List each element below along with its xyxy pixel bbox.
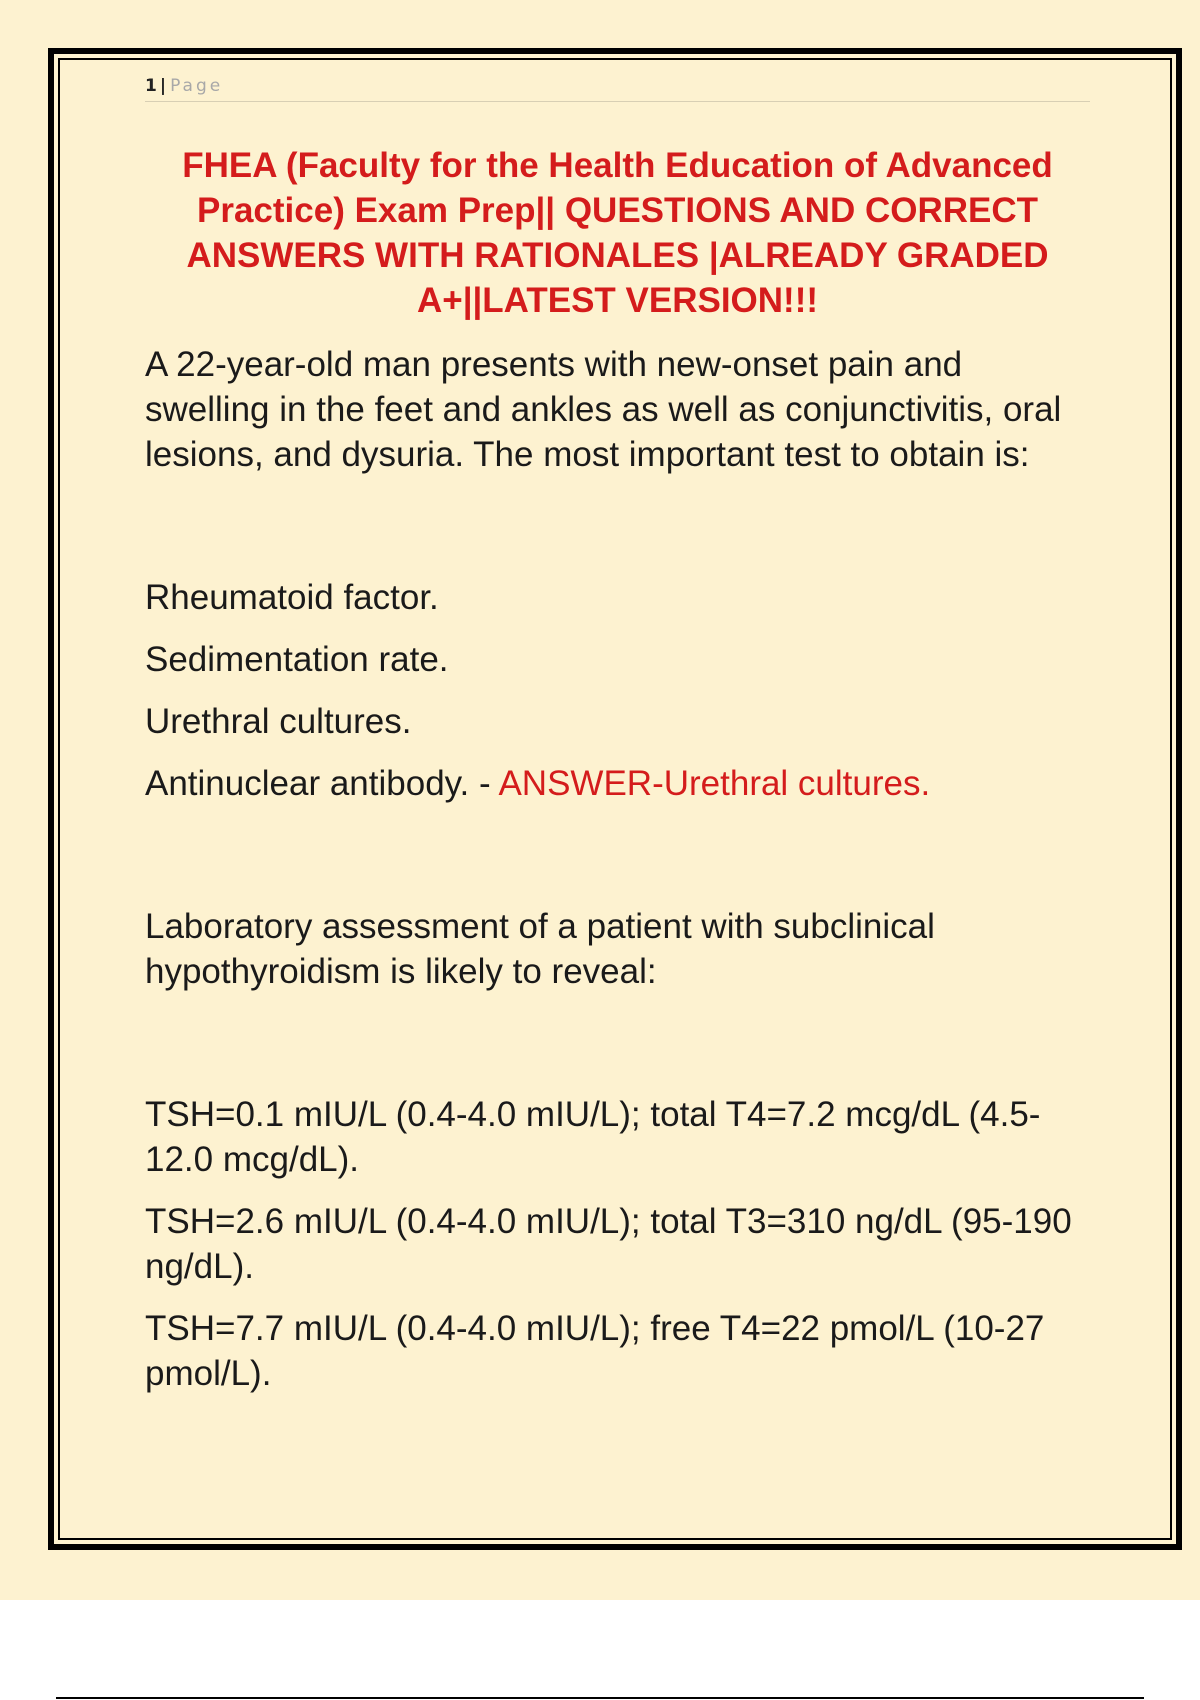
document-body <box>145 342 1095 1396</box>
question-1-option-4 <box>145 761 1095 806</box>
question-1-option-4-label: Antinuclear antibody. - <box>145 764 499 803</box>
question-1-option-3: Urethral cultures. <box>145 702 412 741</box>
question-2-option-2: TSH=2.6 mIU/L (0.4-4.0 mIU/L); total T3=310 ng/dL (95-190 ng/dL). <box>145 1202 1072 1286</box>
question-2-text: Laboratory assessment of a patient with subclinical hypothyroidism is likely to reveal: <box>145 907 935 991</box>
document-title: FHEA (Faculty for the Health Education of Advanced Practice) Exam Prep|| QUESTIONS AND CORRECT ANSWERS WITH RATIONALES |ALREADY GRADED A+||LATEST VERSION!!! <box>182 146 1053 320</box>
page-number: 1 <box>145 76 157 96</box>
footer-rule <box>56 1697 1144 1699</box>
question-1-option-2: Sedimentation rate. <box>145 640 449 679</box>
question-1-answer: ANSWER-Urethral cultures. <box>498 764 931 803</box>
page-label: Page <box>170 76 224 96</box>
question-1-option-1: Rheumatoid factor. <box>145 578 439 617</box>
page-header <box>145 74 1090 102</box>
question-1-text: A 22-year-old man presents with new-onset pain and swelling in the feet and ankles as well as conjunctivitis, oral lesions, and dysuria. The most important test to obtain is: <box>145 345 1062 474</box>
page-separator: | <box>159 76 167 96</box>
question-2-option-3: TSH=7.7 mIU/L (0.4-4.0 mIU/L); free T4=22 pmol/L (10-27 pmol/L). <box>145 1309 1045 1393</box>
question-2-option-1: TSH=0.1 mIU/L (0.4-4.0 mIU/L); total T4=7.2 mcg/dL (4.5-12.0 mcg/dL). <box>145 1095 1041 1179</box>
